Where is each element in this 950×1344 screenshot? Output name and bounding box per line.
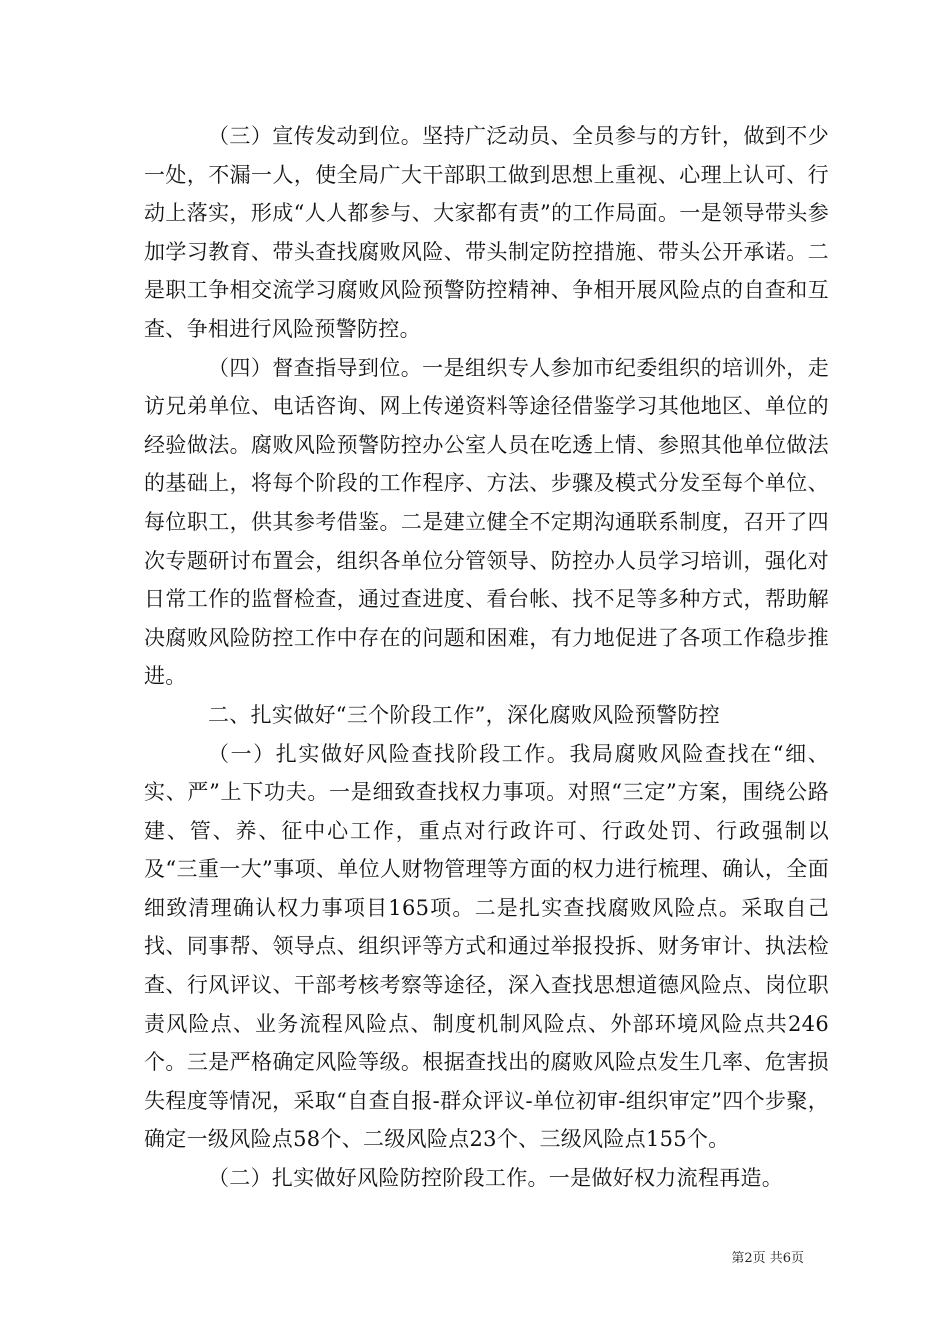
paragraph-supervision: （四）督查指导到位。一是组织专人参加市纪委组织的培训外，走访兄弟单位、电话咨询、网上传递资料等途径借鉴学习其他地区、单位的经验做法。腐败风险预警防控办公室人员在吃透上情、参照其他单位做法的基础上，将每个阶段的工作程序、方法、步骤及模式分发至每个单位、每位职工，供其参考借鉴。二是建立健全不定期沟通联系制度，召开了四次专题研讨布置会，组织各单位分管领导、防控办人员学习培训，强化对日常工作的监督检查，通过查进度、看台帐、找不足等多种方式，帮助解决腐败风险防控工作中存在的问题和困难，有力地促进了各项工作稳步推进。 [144, 355, 829, 689]
paragraph-risk-finding: （一）扎实做好风险查找阶段工作。我局腐败风险查找在“细、实、严”上下功夫。一是细致查找权力事项。对照“三定”方案，围绕公路建、管、养、征中心工作，重点对行政许可、行政处罚、行政强制以及“三重一大”事项、单位人财物管理等方面的权力进行梳理、确认，全面细致清理确认权力事项目165项。二是扎实查找腐败风险点。采取自己找、同事帮、领导点、组织评等方式和通过举报投拆、财务审计、执法检查、行风评议、干部考核考察等途径，深入查找思想道德风险点、岗位职责风险点、业务流程风险点、制度机制风险点、外部环境风险点共246个。三是严格确定风险等级。根据查找出的腐败风险点发生几率、危害损失程度等情况，采取“自查自报-群众评议-单位初审-组织审定”四个步聚，确定一级风险点58个、二级风险点23个、三级风险点155个。 [144, 741, 829, 1152]
paragraph-risk-control: （二）扎实做好风险防控阶段工作。一是做好权力流程再造。 [208, 1166, 784, 1191]
paragraph-publicity: （三）宣传发动到位。坚持广泛动员、全员参与的方针，做到不少一处，不漏一人，使全局广大干部职工做到思想上重视、心理上认可、行动上落实，形成“人人都参与、大家都有责”的工作局面。一是领导带头参加学习教育、带头查找腐败风险、带头制定防控措施、带头公开承诺。二是职工争相交流学习腐败风险预警防控精神、争相开展风险点的自查和互查、争相进行风险预警防控。 [144, 124, 829, 341]
section-heading: 二、扎实做好“三个阶段工作”，深化腐败风险预警防控 [208, 702, 720, 727]
document-body [144, 117, 829, 1198]
page-number-footer: 第2页 共6页 [731, 1251, 804, 1266]
